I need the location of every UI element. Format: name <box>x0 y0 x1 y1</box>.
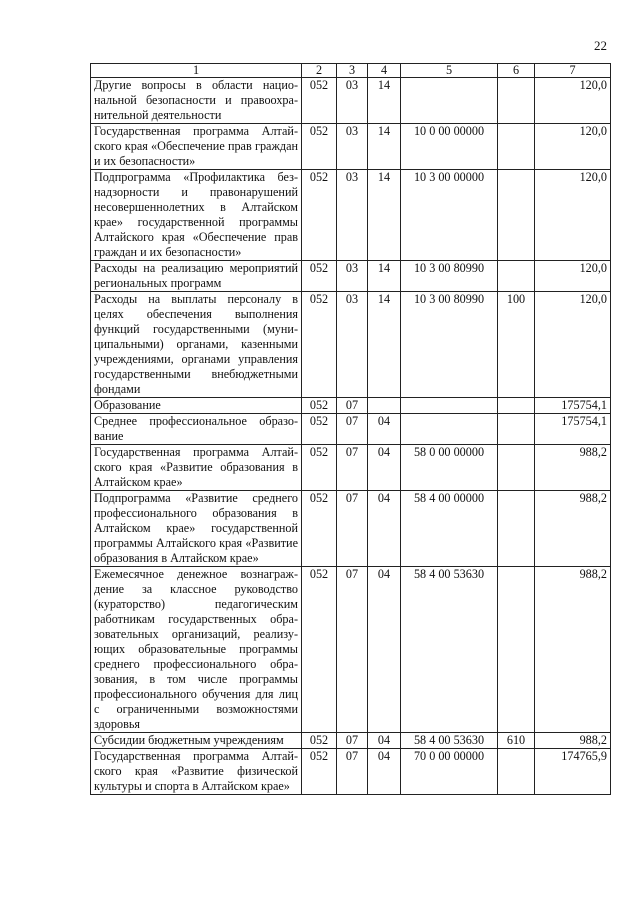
row-subsection-code: 14 <box>368 124 401 170</box>
row-section-code: 07 <box>337 567 368 733</box>
row-target-article: 10 0 00 00000 <box>401 124 498 170</box>
table-row <box>91 749 611 795</box>
row-expense-type <box>498 261 535 292</box>
row-ministry-code: 052 <box>302 733 337 749</box>
row-expense-type <box>498 170 535 261</box>
row-target-article: 58 4 00 53630 <box>401 733 498 749</box>
table-row <box>91 261 611 292</box>
row-amount: 175754,1 <box>535 398 611 414</box>
row-subsection-code: 04 <box>368 567 401 733</box>
row-section-code: 07 <box>337 398 368 414</box>
table-row <box>91 567 611 733</box>
table-row <box>91 445 611 491</box>
row-amount: 120,0 <box>535 124 611 170</box>
row-name: Подпрограмма «Развитие среднего профессионального образования в Алтайском крае» государственной программы Алтайского края «Развитие образования в Алтайском крае» <box>91 491 302 567</box>
table-row <box>91 170 611 261</box>
row-ministry-code: 052 <box>302 292 337 398</box>
row-subsection-code: 04 <box>368 445 401 491</box>
row-target-article: 58 4 00 00000 <box>401 491 498 567</box>
row-subsection-code: 04 <box>368 733 401 749</box>
row-expense-type <box>498 749 535 795</box>
table-row <box>91 398 611 414</box>
row-section-code: 07 <box>337 733 368 749</box>
row-name: Среднее профессиональное образование <box>91 414 302 445</box>
header-cell: 6 <box>498 64 535 78</box>
row-target-article: 10 3 00 00000 <box>401 170 498 261</box>
row-subsection-code <box>368 398 401 414</box>
header-cell: 7 <box>535 64 611 78</box>
page-number: 22 <box>594 38 607 53</box>
row-target-article: 10 3 00 80990 <box>401 292 498 398</box>
row-section-code: 07 <box>337 749 368 795</box>
row-ministry-code: 052 <box>302 170 337 261</box>
row-target-article: 10 3 00 80990 <box>401 261 498 292</box>
row-name: Образование <box>91 398 302 414</box>
row-expense-type <box>498 491 535 567</box>
row-name: Подпрограмма «Профилактика безнадзорности и правонарушений несовершеннолетних в Алтайском крае» государственной программы Алтайского края «Обеспечение прав граждан и их безопасности» <box>91 170 302 261</box>
header-cell: 1 <box>91 64 302 78</box>
row-amount: 120,0 <box>535 292 611 398</box>
row-name: Субсидии бюджетным учреждениям <box>91 733 302 749</box>
row-ministry-code: 052 <box>302 124 337 170</box>
table-row <box>91 414 611 445</box>
header-cell: 2 <box>302 64 337 78</box>
row-amount: 120,0 <box>535 261 611 292</box>
row-amount: 988,2 <box>535 567 611 733</box>
row-ministry-code: 052 <box>302 749 337 795</box>
table-row <box>91 124 611 170</box>
row-target-article: 58 0 00 00000 <box>401 445 498 491</box>
row-amount: 988,2 <box>535 491 611 567</box>
row-expense-type <box>498 414 535 445</box>
row-section-code: 03 <box>337 78 368 124</box>
row-amount: 120,0 <box>535 78 611 124</box>
row-section-code: 03 <box>337 292 368 398</box>
row-expense-type <box>498 78 535 124</box>
header-cell: 4 <box>368 64 401 78</box>
row-subsection-code: 04 <box>368 491 401 567</box>
header-cell: 3 <box>337 64 368 78</box>
row-name: Государственная программа Алтайского края «Обеспечение прав граждан и их безопасности» <box>91 124 302 170</box>
row-section-code: 03 <box>337 261 368 292</box>
row-ministry-code: 052 <box>302 398 337 414</box>
row-name: Расходы на реализацию мероприятий региональных программ <box>91 261 302 292</box>
row-subsection-code: 14 <box>368 292 401 398</box>
row-target-article <box>401 398 498 414</box>
row-expense-type <box>498 124 535 170</box>
header-row <box>91 64 611 78</box>
row-name: Другие вопросы в области национальной безопасности и правоохранительной деятельности <box>91 78 302 124</box>
row-amount: 988,2 <box>535 445 611 491</box>
table-row <box>91 78 611 124</box>
row-amount: 120,0 <box>535 170 611 261</box>
row-amount: 988,2 <box>535 733 611 749</box>
row-expense-type: 610 <box>498 733 535 749</box>
row-amount: 175754,1 <box>535 414 611 445</box>
row-amount: 174765,9 <box>535 749 611 795</box>
row-ministry-code: 052 <box>302 491 337 567</box>
row-expense-type <box>498 398 535 414</box>
row-target-article <box>401 78 498 124</box>
row-ministry-code: 052 <box>302 78 337 124</box>
row-target-article: 58 4 00 53630 <box>401 567 498 733</box>
row-subsection-code: 14 <box>368 78 401 124</box>
row-ministry-code: 052 <box>302 261 337 292</box>
row-section-code: 03 <box>337 170 368 261</box>
row-expense-type <box>498 445 535 491</box>
row-section-code: 07 <box>337 414 368 445</box>
row-section-code: 07 <box>337 491 368 567</box>
row-name: Государственная программа Алтайского края «Развитие физической культуры и спорта в Алтайском крае» <box>91 749 302 795</box>
row-subsection-code: 14 <box>368 261 401 292</box>
row-section-code: 03 <box>337 124 368 170</box>
row-target-article <box>401 414 498 445</box>
header-cell: 5 <box>401 64 498 78</box>
table-row <box>91 292 611 398</box>
row-name: Расходы на выплаты персоналу в целях обеспечения выполнения функций государственными (муниципальными) органами, казенными учреждениями, органами управления государственными внебюджетными фондами <box>91 292 302 398</box>
row-name: Государственная программа Алтайского края «Развитие образования в Алтайском крае» <box>91 445 302 491</box>
row-subsection-code: 04 <box>368 414 401 445</box>
budget-table <box>90 63 611 795</box>
row-subsection-code: 04 <box>368 749 401 795</box>
row-subsection-code: 14 <box>368 170 401 261</box>
table-row <box>91 491 611 567</box>
row-expense-type: 100 <box>498 292 535 398</box>
row-expense-type <box>498 567 535 733</box>
row-ministry-code: 052 <box>302 567 337 733</box>
row-target-article: 70 0 00 00000 <box>401 749 498 795</box>
row-ministry-code: 052 <box>302 445 337 491</box>
row-section-code: 07 <box>337 445 368 491</box>
row-ministry-code: 052 <box>302 414 337 445</box>
row-name: Ежемесячное денежное вознаграждение за классное руководство (кураторство) педагогическим работникам государственных образовательных организаций, реализующих образовательные программы среднего профессионального образования, в том числе программы профессионального обучения для лиц с ограниченными возможностями здоровья <box>91 567 302 733</box>
table-row <box>91 733 611 749</box>
